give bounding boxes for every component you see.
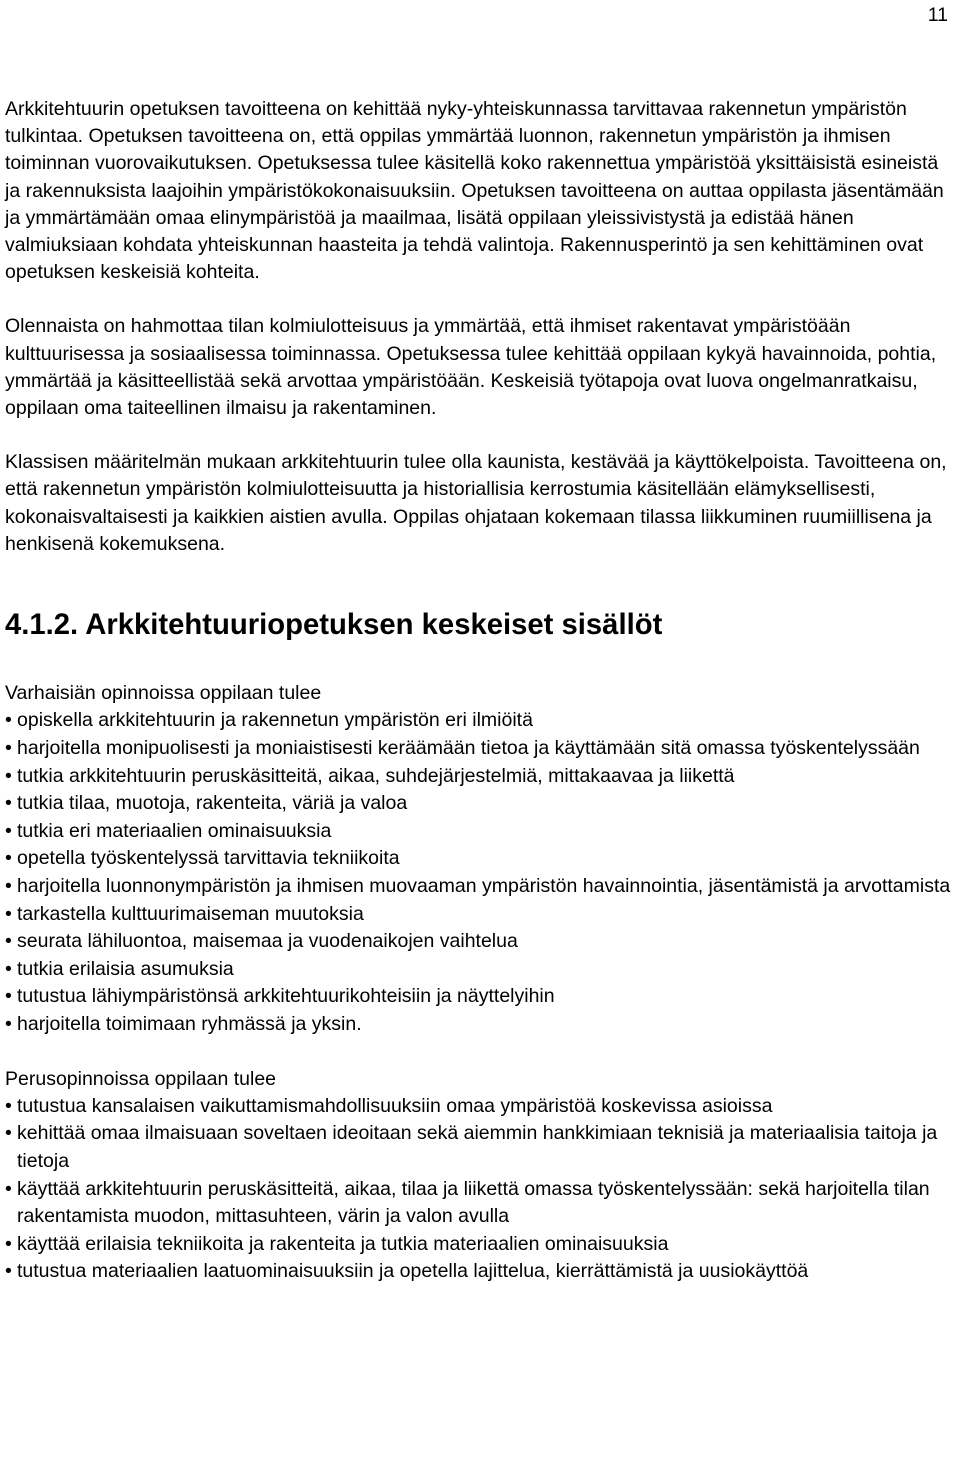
list-intro-basic: Perusopinnoissa oppilaan tulee (5, 1067, 277, 1090)
list-intro-early: Varhaisiän opinnoissa oppilaan tulee (5, 682, 322, 705)
list-block-basic (5, 1066, 958, 1286)
bullet-list-early (5, 707, 958, 1038)
paragraph-intro: Arkkitehtuurin opetuksen tavoitteena on kehittää nyky-yhteiskunnassa tarvittavaa rakennetun ympäristön tulkintaa. Opetuksen tavoitteena on, että oppilas ymmärtää luonnon, rakennetun ympäristön ja ihmisen toiminnan vuorovaikutuksen. Opetuksessa tulee käsitellä koko rakennettua ympäristöä yksittäisistä esineistä ja rakennuksista laajoihin ympäristökokonaisuuksiin. Opetuksen tavoitteena on auttaa oppilasta jäsentämään ja ymmärtämään omaa elinympäristöä ja maailmaa, lisätä oppilaan yleissivistystä ja edistää hänen valmiuksiaan kohdata yhteiskunnan haasteita ja tehdä valintoja. Rakennusperintö ja sen kehittäminen ovat opetuksen keskeisiä kohteita. (5, 98, 944, 284)
list-item: • harjoitella monipuolisesti ja moniaistisesti keräämään tietoa ja käyttämään sitä omassa työskentelyssään (5, 735, 958, 763)
list-item: • käyttää erilaisia tekniikoita ja rakenteita ja tutkia materiaalien ominaisuuksia (5, 1231, 958, 1259)
page-number: 11 (927, 4, 948, 26)
list-item: • seurata lähiluontoa, maisemaa ja vuodenaikojen vaihtelua (5, 928, 958, 956)
list-block-early (5, 680, 958, 1038)
list-item: • harjoitella luonnonympäristön ja ihmisen muovaaman ympäristön havainnointia, jäsentämistä ja arvottamista (5, 873, 958, 901)
list-item: • tutkia eri materiaalien ominaisuuksia (5, 818, 958, 846)
list-item: • tutkia erilaisia asumuksia (5, 956, 958, 984)
list-item: • opiskella arkkitehtuurin ja rakennetun ympäristön eri ilmiöitä (5, 707, 958, 735)
list-item: • kehittää omaa ilmaisuaan soveltaen ideoitaan sekä aiemmin hankkimiaan teknisiä ja materiaalisia taitoja ja tietoja (5, 1120, 958, 1175)
paragraph-spatial: Olennaista on hahmottaa tilan kolmiulotteisuus ja ymmärtää, että ihmiset rakentavat ympäristöään kulttuurisessa ja sosiaalisessa toiminnassa. Opetuksessa tulee kehittää oppilaan kykyä havainnoida, pohtia, ymmärtää ja käsitteellistää sekä arvottaa ympäristöään. Keskeisiä työtapoja ovat luova ongelmanratkaisu, oppilaan oma taiteellinen ilmaisu ja rakentaminen. (5, 315, 937, 420)
section-heading: 4.1.2. Arkkitehtuuriopetuksen keskeiset sisällöt (5, 609, 663, 642)
list-item: • tutustua kansalaisen vaikuttamismahdollisuuksiin omaa ympäristöä koskevissa asioissa (5, 1093, 958, 1121)
list-item: • tutustua materiaalien laatuominaisuuksiin ja opetella lajittelua, kierrättämistä ja uusiokäyttöä (5, 1258, 958, 1286)
list-item: • tutkia tilaa, muotoja, rakenteita, väriä ja valoa (5, 790, 958, 818)
document-body (5, 96, 958, 1286)
list-item: • tutkia arkkitehtuurin peruskäsitteitä, aikaa, suhdejärjestelmiä, mittakaavaa ja liikettä (5, 763, 958, 791)
list-item: • käyttää arkkitehtuurin peruskäsitteitä, aikaa, tilaa ja liikettä omassa työskentelyssään: sekä harjoitella tilan rakentamista muodon, mittasuhteen, värin ja valon avulla (5, 1176, 958, 1231)
list-item: • tarkastella kulttuurimaiseman muutoksia (5, 901, 958, 929)
list-item: • opetella työskentelyssä tarvittavia tekniikoita (5, 845, 958, 873)
paragraph-classical: Klassisen määritelmän mukaan arkkitehtuurin tulee olla kaunista, kestävää ja käyttökelpoista. Tavoitteena on, että rakennetun ympäristön kolmiulotteisuutta ja historiallisia kerrostumia käsitellään elämyksellisesti, kokonaisvaltaisesti ja kaikkien aistien avulla. Oppilas ohjataan kokemaan tilassa liikkuminen ruumiillisena ja henkisenä kokemuksena. (5, 451, 947, 555)
list-item: • tutustua lähiympäristönsä arkkitehtuurikohteisiin ja näyttelyihin (5, 983, 958, 1011)
bullet-list-basic (5, 1093, 958, 1286)
list-item: • harjoitella toimimaan ryhmässä ja yksin. (5, 1011, 958, 1039)
